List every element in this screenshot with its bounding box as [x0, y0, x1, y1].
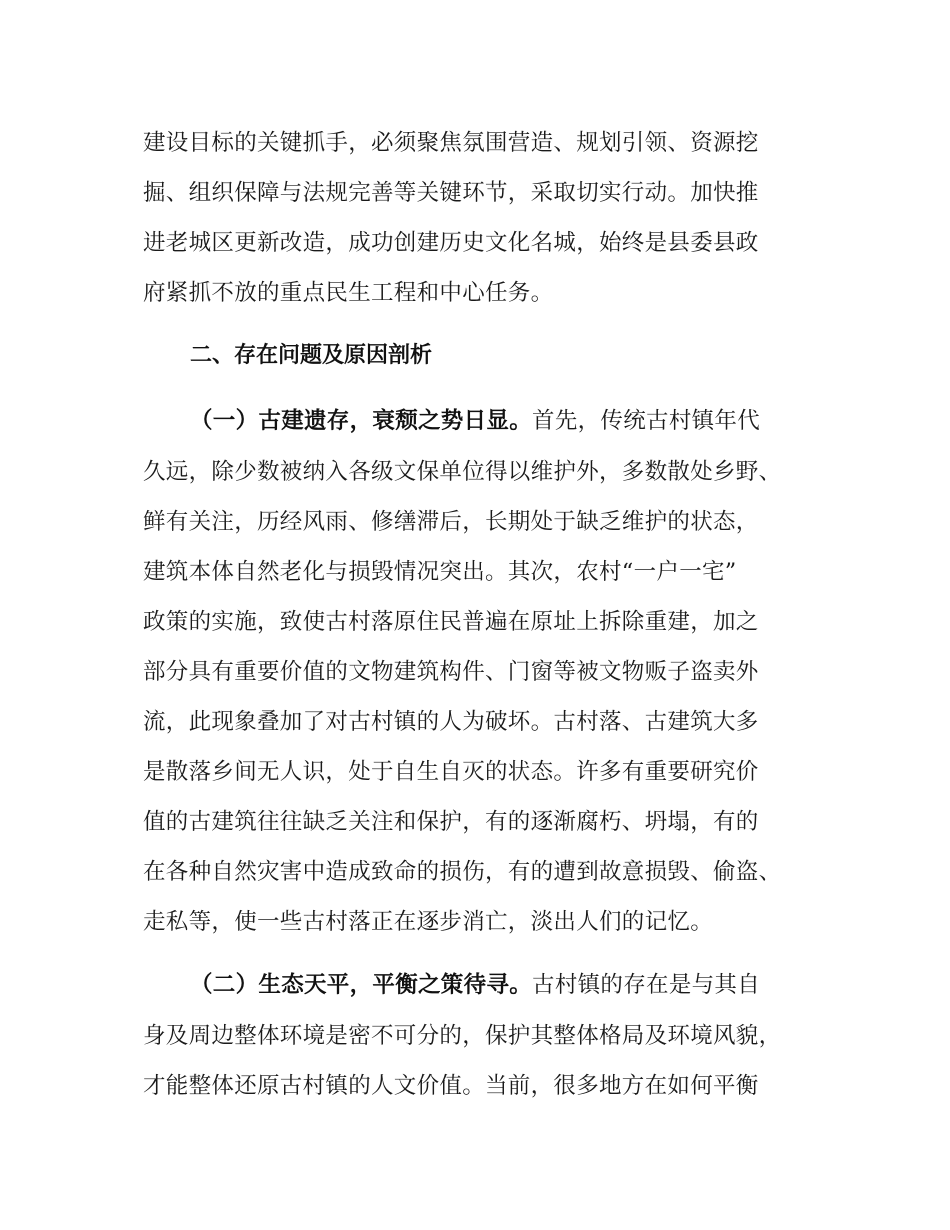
subsection-1-line: 鲜有关注，历经风雨、修缮滞后，长期处于缺乏维护的状态， — [143, 509, 759, 535]
subsection-2-first-line — [190, 970, 880, 1000]
subsection-1-line: 在各种自然灾害中造成致命的损伤，有的遭到故意损毁、偷盗、 — [143, 859, 782, 885]
subsection-1-title: （一）古建遗存，衰颓之势日显。 — [190, 408, 533, 434]
subsection-1-line: 部分具有重要价值的文物建筑构件、门窗等被文物贩子盗卖外 — [143, 659, 759, 685]
intro-line-3: 进老城区更新改造，成功创建历史文化名城，始终是县委县政 — [143, 230, 759, 256]
subsection-1-line: 是散落乡间无人识，处于自生自灭的状态。许多有重要研究价 — [143, 759, 759, 785]
subsection-1-line: 政策的实施，致使古村落原住民普遍在原址上拆除重建，加之 — [143, 609, 759, 635]
intro-line-4: 府紧抓不放的重点民生工程和中心任务。 — [143, 280, 554, 306]
subsection-1-line: 久远，除少数被纳入各级文保单位得以维护外，多数散处乡野、 — [143, 459, 782, 485]
intro-line-2: 掘、组织保障与法规完善等关键环节，采取切实行动。加快推 — [143, 180, 759, 206]
subsection-2-line: 身及周边整体环境是密不可分的，保护其整体格局及环境风貌， — [143, 1023, 782, 1049]
subsection-2-line: 才能整体还原古村镇的人文价值。当前，很多地方在如何平衡 — [143, 1073, 759, 1099]
subsection-1-first-line — [190, 406, 880, 436]
intro-line-1: 建设目标的关键抓手，必须聚焦氛围营造、规划引领、资源挖 — [143, 130, 759, 156]
subsection-1-line: 流，此现象叠加了对古村镇的人为破坏。古村落、古建筑大多 — [143, 709, 759, 735]
subsection-1-first-line-text: 首先，传统古村镇年代 — [532, 408, 761, 434]
subsection-1-line: 建筑本体自然老化与损毁情况突出。其次，农村“一户一宅” — [143, 559, 737, 585]
section-heading: 二、存在问题及原因剖析 — [190, 343, 433, 368]
subsection-1-line: 走私等，使一些古村落正在逐步消亡，淡出人们的记忆。 — [143, 909, 714, 935]
subsection-2-first-line-text: 古村镇的存在是与其自 — [532, 972, 761, 998]
subsection-1-line: 值的古建筑往往缺乏关注和保护，有的逐渐腐朽、坍塌，有的 — [143, 809, 759, 835]
subsection-2-title: （二）生态天平，平衡之策待寻。 — [190, 972, 533, 998]
